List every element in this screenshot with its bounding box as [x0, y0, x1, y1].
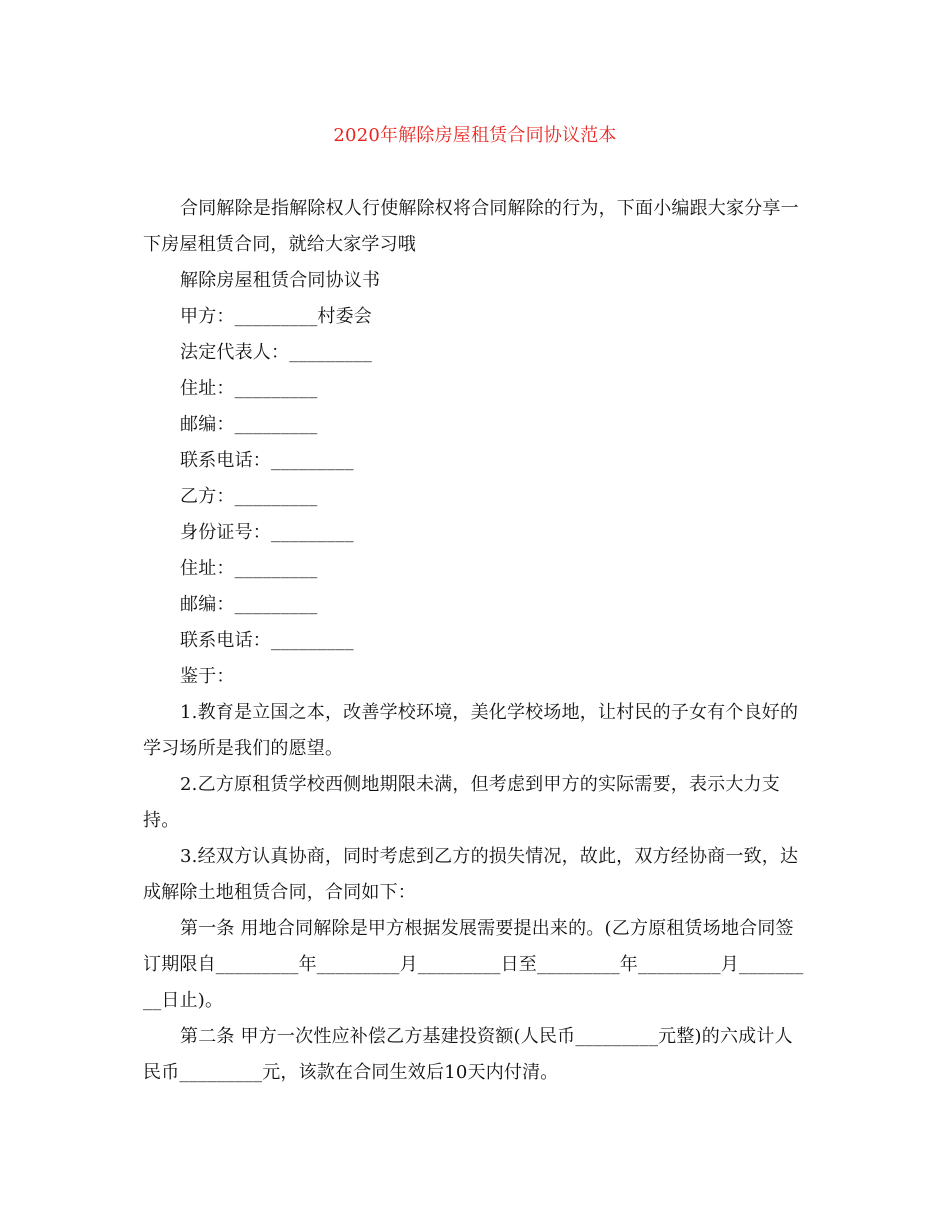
party-a-address-field: 住址：_________ [180, 378, 318, 399]
recital-2: 2.乙方原租赁学校西侧地期限未满，但考虑到甲方的实际需要，表示大力支持。 [143, 774, 780, 831]
party-a-phone-field: 联系电话：_________ [180, 450, 354, 471]
party-b-phone-field: 联系电话：_________ [180, 630, 354, 651]
intro-paragraph: 合同解除是指解除权人行使解除权将合同解除的行为，下面小编跟大家分享一下房屋租赁合同，就给大家学习哦 [143, 198, 799, 255]
article-1: 第一条 用地合同解除是甲方根据发展需要提出来的。(乙方原租赁场地合同签订期限自_________年_________月_________日至_________年_________月_________日止)。 [143, 918, 804, 1011]
document-title: 2020年解除房屋租赁合同协议范本 [333, 125, 617, 146]
article-2: 第二条 甲方一次性应补偿乙方基建投资额(人民币_________元整)的六成计人民币_________元，该款在合同生效后10天内付清。 [143, 1026, 793, 1083]
party-b-address-field: 住址：_________ [180, 558, 318, 579]
id-number-field: 身份证号：_________ [180, 522, 354, 543]
party-a-field: 甲方：_________村委会 [180, 306, 372, 327]
recital-1: 1.教育是立国之本，改善学校环境，美化学校场地，让村民的子女有个良好的学习场所是我们的愿望。 [143, 702, 799, 759]
document-body [143, 191, 807, 1091]
party-b-postcode-field: 邮编：_________ [180, 594, 318, 615]
whereas-heading: 鉴于： [180, 666, 235, 687]
party-b-field: 乙方：_________ [180, 486, 318, 507]
party-a-postcode-field: 邮编：_________ [180, 414, 318, 435]
legal-representative-field: 法定代表人：_________ [180, 342, 372, 363]
recital-3: 3.经双方认真协商，同时考虑到乙方的损失情况，故此，双方经协商一致，达成解除土地租赁合同，合同如下： [143, 846, 799, 903]
agreement-heading: 解除房屋租赁合同协议书 [180, 270, 381, 291]
